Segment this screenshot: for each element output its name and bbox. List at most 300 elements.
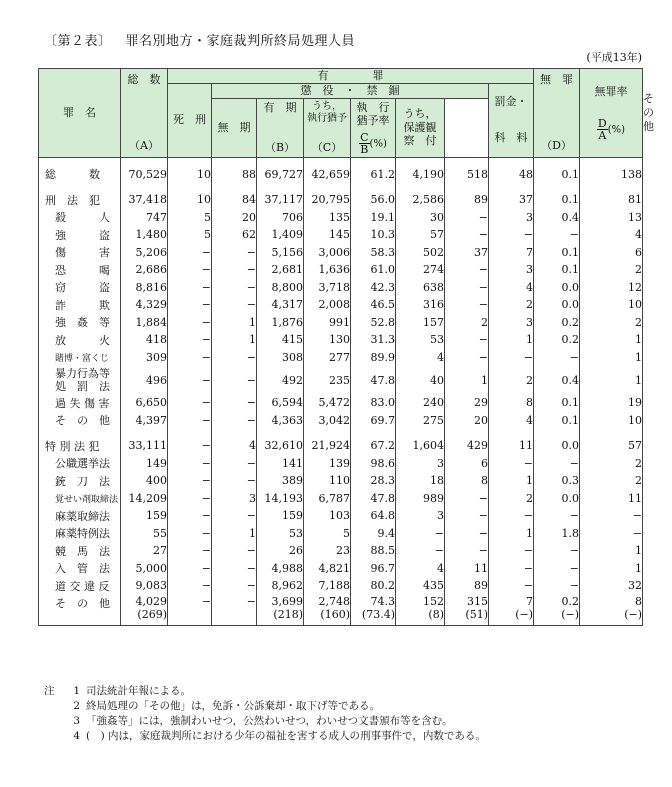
cell-death: − — [168, 394, 212, 412]
table-row — [39, 490, 643, 508]
cell-ngr: 0.0 — [534, 279, 580, 297]
cell-prob: 240 — [396, 394, 445, 412]
cell-fixed: 6,594 — [257, 394, 304, 412]
cell-ng: 4 — [489, 279, 534, 297]
row-crime-name: そ の 他 — [39, 412, 121, 430]
table-row — [39, 437, 643, 455]
row-crime-name: 放 火 — [39, 331, 121, 349]
cell-ngr: − — [534, 577, 580, 595]
cell-rate: 80.2 — [351, 577, 396, 595]
cell-prob: 638 — [396, 279, 445, 297]
cell-life: − — [212, 560, 257, 578]
cell-other: 2 — [580, 314, 643, 332]
cell-fine: − — [445, 279, 489, 297]
cell-ng: 2 — [489, 490, 534, 508]
cell-death: − — [168, 331, 212, 349]
cell-total: 4,397 — [121, 412, 168, 430]
cell-fixed: 308 — [257, 349, 304, 367]
cell-ng: 1 — [489, 472, 534, 490]
cell-total: 8,816 — [121, 279, 168, 297]
cell-total: 70,529 — [121, 166, 168, 184]
cell-ng: − — [489, 577, 534, 595]
cell-life: 1 — [212, 525, 257, 543]
cell-ngr: 0.2 (−) — [534, 595, 580, 626]
cell-life: − — [212, 261, 257, 279]
cell-ng: 1 — [489, 525, 534, 543]
cell-rate: 83.0 — [351, 394, 396, 412]
cell-other: 1 — [580, 331, 643, 349]
cell-life: 20 — [212, 209, 257, 227]
cell-ngr: − — [534, 455, 580, 473]
cell-prob: 989 — [396, 490, 445, 508]
cell-prob: 157 — [396, 314, 445, 332]
cell-prob: 435 — [396, 577, 445, 595]
cell-rate: 61.2 — [351, 166, 396, 184]
cell-ngr: − — [534, 542, 580, 560]
note-item: 注 1 司法統計年報による。 — [44, 685, 191, 697]
cell-rate: 42.3 — [351, 279, 396, 297]
cell-death: − — [168, 507, 212, 525]
header-guilty: 有 罪 — [168, 69, 534, 84]
cell-paren-other: (−) — [624, 607, 642, 621]
cell-ngr: 0.1 — [534, 412, 580, 430]
row-crime-name: 覚せい剤取締法 — [39, 490, 121, 508]
cell-fixed: 4,988 — [257, 560, 304, 578]
cell-rate: 69.7 — [351, 412, 396, 430]
cell-ng: − — [489, 455, 534, 473]
cell-ngr: 0.4 — [534, 209, 580, 227]
cell-life: − — [212, 394, 257, 412]
cell-prob: 2,586 — [396, 191, 445, 209]
cell-fine: − — [445, 525, 489, 543]
table-row — [39, 209, 643, 227]
cell-ngr: 0.3 — [534, 472, 580, 490]
header-acquittal-rate: 無罪率 $\frac{D}{A}$ (%) — [580, 69, 643, 158]
cell-fixed: 4,317 — [257, 296, 304, 314]
cell-other: 12 — [580, 279, 643, 297]
cell-ngr: 0.1 — [534, 244, 580, 262]
cell-susp: 145 — [304, 226, 351, 244]
cell-prob: − — [396, 525, 445, 543]
row-crime-name: 特 別 法 犯 — [39, 437, 121, 455]
cell-paren-prob: (8) — [428, 607, 444, 621]
cell-ngr: 0.4 — [534, 366, 580, 394]
row-crime-name: 入 管 法 — [39, 560, 121, 578]
table-number: 〔第２表〕 — [44, 34, 112, 49]
cell-fine: − — [445, 542, 489, 560]
cell-fixed: 26 — [257, 542, 304, 560]
cell-total: 55 — [121, 525, 168, 543]
cell-fixed: 8,962 — [257, 577, 304, 595]
cell-prob: 57 — [396, 226, 445, 244]
cell-death: − — [168, 577, 212, 595]
cell-death: − — [168, 437, 212, 455]
table-row — [39, 595, 643, 626]
cell-total: 1,480 — [121, 226, 168, 244]
table-row — [39, 472, 643, 490]
table-row — [39, 577, 643, 595]
cell-total: 5,000 — [121, 560, 168, 578]
cell-ngr: 0.1 — [534, 191, 580, 209]
cell-other: 1 — [580, 349, 643, 367]
cell-death: 5 — [168, 209, 212, 227]
table-row — [39, 166, 643, 184]
table-header: 罪 名 総 数 （A） 有 罪 無 罪 （D） 無罪率 $\frac{D}{A}$ (%) その他 死 刑 懲 役 ・ 禁 錮 罰金・ 科 料 無 期 有 期 （B） うち， 執行猶予 （C） 執 行 猶予率 $\frac{C}{B}$ (%) うち， 保護観 察 付 — [39, 69, 643, 158]
cell-prob: 274 — [396, 261, 445, 279]
cell-rate: 9.4 — [351, 525, 396, 543]
cell-ngr: − — [534, 349, 580, 367]
cell-fine: − — [445, 209, 489, 227]
row-crime-name: 総 数 — [39, 166, 121, 184]
cell-susp: 235 — [304, 366, 351, 394]
note-item: 2 終局処理の「その他」は，免訴・公訴棄却・取下げ等である。 — [73, 700, 380, 712]
cell-death: 10 — [168, 166, 212, 184]
header-suspended: うち， 執行猶予 （C） — [304, 98, 351, 157]
cell-death: − — [168, 296, 212, 314]
cell-ng: 11 — [489, 437, 534, 455]
cell-other: 2 — [580, 455, 643, 473]
cell-ngr: 0.0 — [534, 437, 580, 455]
cell-life: 84 — [212, 191, 257, 209]
cell-fine: 8 — [445, 472, 489, 490]
cell-ngr: 0.2 — [534, 314, 580, 332]
table-row — [39, 191, 643, 209]
header-not-guilty: 無 罪 （D） — [534, 69, 580, 158]
cell-total: 4,329 — [121, 296, 168, 314]
cell-fine: 89 — [445, 577, 489, 595]
table-row — [39, 349, 643, 367]
row-crime-name: 公職選挙法 — [39, 455, 121, 473]
cell-life: 3 — [212, 490, 257, 508]
cell-ng: 2 — [489, 366, 534, 394]
cell-ngr: 0.1 — [534, 394, 580, 412]
cell-susp: 135 — [304, 209, 351, 227]
cell-fine: − — [445, 261, 489, 279]
cell-fine: 20 — [445, 412, 489, 430]
cell-ngr: − — [534, 226, 580, 244]
cell-other: 10 — [580, 412, 643, 430]
header-fine: 罰金・ 科 料 — [489, 83, 534, 157]
cell-susp: 2,748 (160) — [304, 595, 351, 626]
cell-other: 1 — [580, 560, 643, 578]
row-crime-name: 刑 法 犯 — [39, 191, 121, 209]
cell-other: 2 — [580, 472, 643, 490]
cell-fine: − — [445, 226, 489, 244]
cell-susp: 130 — [304, 331, 351, 349]
cell-other: 4 — [580, 226, 643, 244]
cell-paren-susp: (160) — [320, 607, 350, 621]
cell-ng: − — [489, 226, 534, 244]
cell-fixed: 159 — [257, 507, 304, 525]
cell-death: − — [168, 525, 212, 543]
cell-ng: 48 — [489, 166, 534, 184]
cell-other: 1 — [580, 366, 643, 394]
cell-prob: 3 — [396, 507, 445, 525]
cell-rate: 28.3 — [351, 472, 396, 490]
cell-rate: 10.3 — [351, 226, 396, 244]
table-row — [39, 261, 643, 279]
cell-life: − — [212, 279, 257, 297]
year-note: (平成13年) — [586, 51, 642, 64]
cell-life: − — [212, 412, 257, 430]
cell-fixed: 389 — [257, 472, 304, 490]
cell-fine: 11 — [445, 560, 489, 578]
cell-ng: 37 — [489, 191, 534, 209]
cell-total: 5,206 — [121, 244, 168, 262]
cell-prob: 18 — [396, 472, 445, 490]
cell-prob: 53 — [396, 331, 445, 349]
note-item: 3 「強姦等」には，強制わいせつ，公然わいせつ，わいせつ文書頒布等を含む。 — [73, 715, 453, 727]
table-title — [44, 30, 355, 49]
cell-total: 37,418 — [121, 191, 168, 209]
table-row — [39, 279, 643, 297]
cell-ng: − — [489, 560, 534, 578]
cell-susp: 5,472 — [304, 394, 351, 412]
cell-fixed: 4,363 — [257, 412, 304, 430]
cell-fixed: 5,156 — [257, 244, 304, 262]
cell-death: − — [168, 595, 212, 626]
header-life: 無 期 — [212, 98, 257, 157]
cell-ngr: − — [534, 560, 580, 578]
cell-rate: 67.2 — [351, 437, 396, 455]
table-row — [39, 394, 643, 412]
cell-total: 9,083 — [121, 577, 168, 595]
cell-total: 33,111 — [121, 437, 168, 455]
cell-total: 149 — [121, 455, 168, 473]
row-crime-name: 麻薬取締法 — [39, 507, 121, 525]
cell-ngr: 1.8 — [534, 525, 580, 543]
header-crime-name: 罪 名 — [39, 69, 121, 158]
cell-total: 27 — [121, 542, 168, 560]
cell-rate: 64.8 — [351, 507, 396, 525]
cell-rate: 47.8 — [351, 490, 396, 508]
cell-susp: 7,188 — [304, 577, 351, 595]
cell-susp: 277 — [304, 349, 351, 367]
cell-fine: 6 — [445, 455, 489, 473]
row-crime-name: 暴力行為等処 罰 法 — [39, 366, 121, 394]
cell-other: 57 — [580, 437, 643, 455]
cell-prob: 4,190 — [396, 166, 445, 184]
cell-fixed: 32,610 — [257, 437, 304, 455]
cell-ngr: 0.2 — [534, 331, 580, 349]
row-crime-name: 強 姦 等 — [39, 314, 121, 332]
row-crime-name: 競 馬 法 — [39, 542, 121, 560]
row-crime-name: 恐 喝 — [39, 261, 121, 279]
cell-prob: 502 — [396, 244, 445, 262]
cell-other: 11 — [580, 490, 643, 508]
cell-susp: 21,924 — [304, 437, 351, 455]
cell-ngr: 0.0 — [534, 490, 580, 508]
cell-susp: 23 — [304, 542, 351, 560]
cell-death: − — [168, 560, 212, 578]
cell-death: − — [168, 455, 212, 473]
cell-ng: 4 — [489, 412, 534, 430]
cell-death: − — [168, 279, 212, 297]
cell-death: 5 — [168, 226, 212, 244]
cell-rate: 19.1 — [351, 209, 396, 227]
cell-rate: 89.9 — [351, 349, 396, 367]
header-death: 死 刑 — [168, 83, 212, 157]
cell-death: − — [168, 472, 212, 490]
cell-fixed: 415 — [257, 331, 304, 349]
cell-death: − — [168, 542, 212, 560]
header-total: 総 数 （A） — [121, 69, 168, 158]
cell-fixed: 2,681 — [257, 261, 304, 279]
cell-ngr: 0.1 — [534, 261, 580, 279]
cell-total: 496 — [121, 366, 168, 394]
cell-susp: 3,718 — [304, 279, 351, 297]
cell-susp: 5 — [304, 525, 351, 543]
cell-prob: 152 (8) — [396, 595, 445, 626]
cell-rate: 56.0 — [351, 191, 396, 209]
notes — [44, 684, 486, 744]
cell-susp: 103 — [304, 507, 351, 525]
table-row — [39, 560, 643, 578]
cell-fixed: 1,409 — [257, 226, 304, 244]
row-crime-name: 賭博・富くじ — [39, 349, 121, 367]
cell-total: 2,686 — [121, 261, 168, 279]
cell-ng: 3 — [489, 314, 534, 332]
cell-life: − — [212, 542, 257, 560]
cell-paren-total: (269) — [137, 607, 167, 621]
cell-rate: 52.8 — [351, 314, 396, 332]
cell-life: − — [212, 349, 257, 367]
cell-rate: 58.3 — [351, 244, 396, 262]
cell-rate: 74.3 (73.4) — [351, 595, 396, 626]
cell-other: 138 — [580, 166, 643, 184]
cell-susp: 1,636 — [304, 261, 351, 279]
cell-other: 32 — [580, 577, 643, 595]
table-row — [39, 455, 643, 473]
cell-life: − — [212, 577, 257, 595]
cell-total: 418 — [121, 331, 168, 349]
cell-fine: 2 — [445, 314, 489, 332]
cell-prob: 4 — [396, 560, 445, 578]
cell-susp: 3,006 — [304, 244, 351, 262]
row-crime-name: 殺 人 — [39, 209, 121, 227]
table-row — [39, 542, 643, 560]
cell-life: − — [212, 296, 257, 314]
cell-life: 1 — [212, 331, 257, 349]
cell-fixed: 37,117 — [257, 191, 304, 209]
cell-life: − — [212, 595, 257, 626]
cell-death: − — [168, 244, 212, 262]
cell-prob: − — [396, 542, 445, 560]
header-fixed: 有 期 （B） — [257, 98, 304, 157]
cell-total: 4,029 (269) — [121, 595, 168, 626]
cell-fine: 429 — [445, 437, 489, 455]
cell-ng: 8 — [489, 394, 534, 412]
cell-susp: 991 — [304, 314, 351, 332]
cell-rate: 98.6 — [351, 455, 396, 473]
cell-fixed: 8,800 — [257, 279, 304, 297]
cell-fine: 37 — [445, 244, 489, 262]
cell-prob: 40 — [396, 366, 445, 394]
cell-rate: 47.8 — [351, 366, 396, 394]
cell-death: − — [168, 366, 212, 394]
cell-paren-ngr: (−) — [561, 607, 579, 621]
cell-other: 1 — [580, 542, 643, 560]
row-crime-name: 銃 刀 法 — [39, 472, 121, 490]
cell-ng: 3 — [489, 209, 534, 227]
cell-fine: 518 — [445, 166, 489, 184]
cell-life: − — [212, 472, 257, 490]
cell-ng: 2 — [489, 296, 534, 314]
cell-death: − — [168, 490, 212, 508]
cell-death: − — [168, 261, 212, 279]
cell-fixed: 141 — [257, 455, 304, 473]
table-row — [39, 296, 643, 314]
cell-life: 1 — [212, 314, 257, 332]
cell-total: 400 — [121, 472, 168, 490]
cell-life: 62 — [212, 226, 257, 244]
cell-prob: 1,604 — [396, 437, 445, 455]
cell-fine: − — [445, 296, 489, 314]
cell-life: − — [212, 507, 257, 525]
table-row — [39, 525, 643, 543]
cell-ng: − — [489, 507, 534, 525]
table-row — [39, 244, 643, 262]
disposition-table — [38, 68, 654, 626]
cell-susp: 3,042 — [304, 412, 351, 430]
cell-ng: − — [489, 349, 534, 367]
cell-paren-ng: (−) — [515, 607, 533, 621]
cell-total: 309 — [121, 349, 168, 367]
cell-fixed: 706 — [257, 209, 304, 227]
cell-rate: 96.7 — [351, 560, 396, 578]
cell-ng: − — [489, 542, 534, 560]
cell-susp: 139 — [304, 455, 351, 473]
cell-fine: − — [445, 349, 489, 367]
cell-ng: 7 — [489, 244, 534, 262]
table-row — [39, 366, 643, 394]
cell-life: − — [212, 244, 257, 262]
row-crime-name: 強 盗 — [39, 226, 121, 244]
cell-fine: 1 — [445, 366, 489, 394]
cell-fixed: 53 — [257, 525, 304, 543]
cell-total: 159 — [121, 507, 168, 525]
cell-life: − — [212, 455, 257, 473]
row-crime-name: 詐 欺 — [39, 296, 121, 314]
note-item: 4 ( ) 内は，家庭裁判所における少年の福祉を害する成人の刑事事件で，内数である。 — [73, 730, 486, 742]
cell-fixed: 14,193 — [257, 490, 304, 508]
cell-rate: 88.5 — [351, 542, 396, 560]
cell-other: 2 — [580, 261, 643, 279]
cell-other: 10 — [580, 296, 643, 314]
cell-other: − — [580, 525, 643, 543]
cell-total: 6,650 — [121, 394, 168, 412]
cell-rate: 31.3 — [351, 331, 396, 349]
cell-total: 747 — [121, 209, 168, 227]
cell-ngr: 0.0 — [534, 296, 580, 314]
cell-fixed: 1,876 — [257, 314, 304, 332]
cell-susp: 110 — [304, 472, 351, 490]
cell-fixed: 492 — [257, 366, 304, 394]
cell-fine: 315 (51) — [445, 595, 489, 626]
cell-life: 88 — [212, 166, 257, 184]
cell-susp: 6,787 — [304, 490, 351, 508]
cell-fine: 29 — [445, 394, 489, 412]
cell-prob: 316 — [396, 296, 445, 314]
cell-susp: 42,659 — [304, 166, 351, 184]
cell-life: − — [212, 366, 257, 394]
table-row — [39, 226, 643, 244]
cell-susp: 20,795 — [304, 191, 351, 209]
cell-rate: 61.0 — [351, 261, 396, 279]
cell-ngr: 0.1 — [534, 166, 580, 184]
cell-susp: 4,821 — [304, 560, 351, 578]
cell-other: 8 (−) — [580, 595, 643, 626]
